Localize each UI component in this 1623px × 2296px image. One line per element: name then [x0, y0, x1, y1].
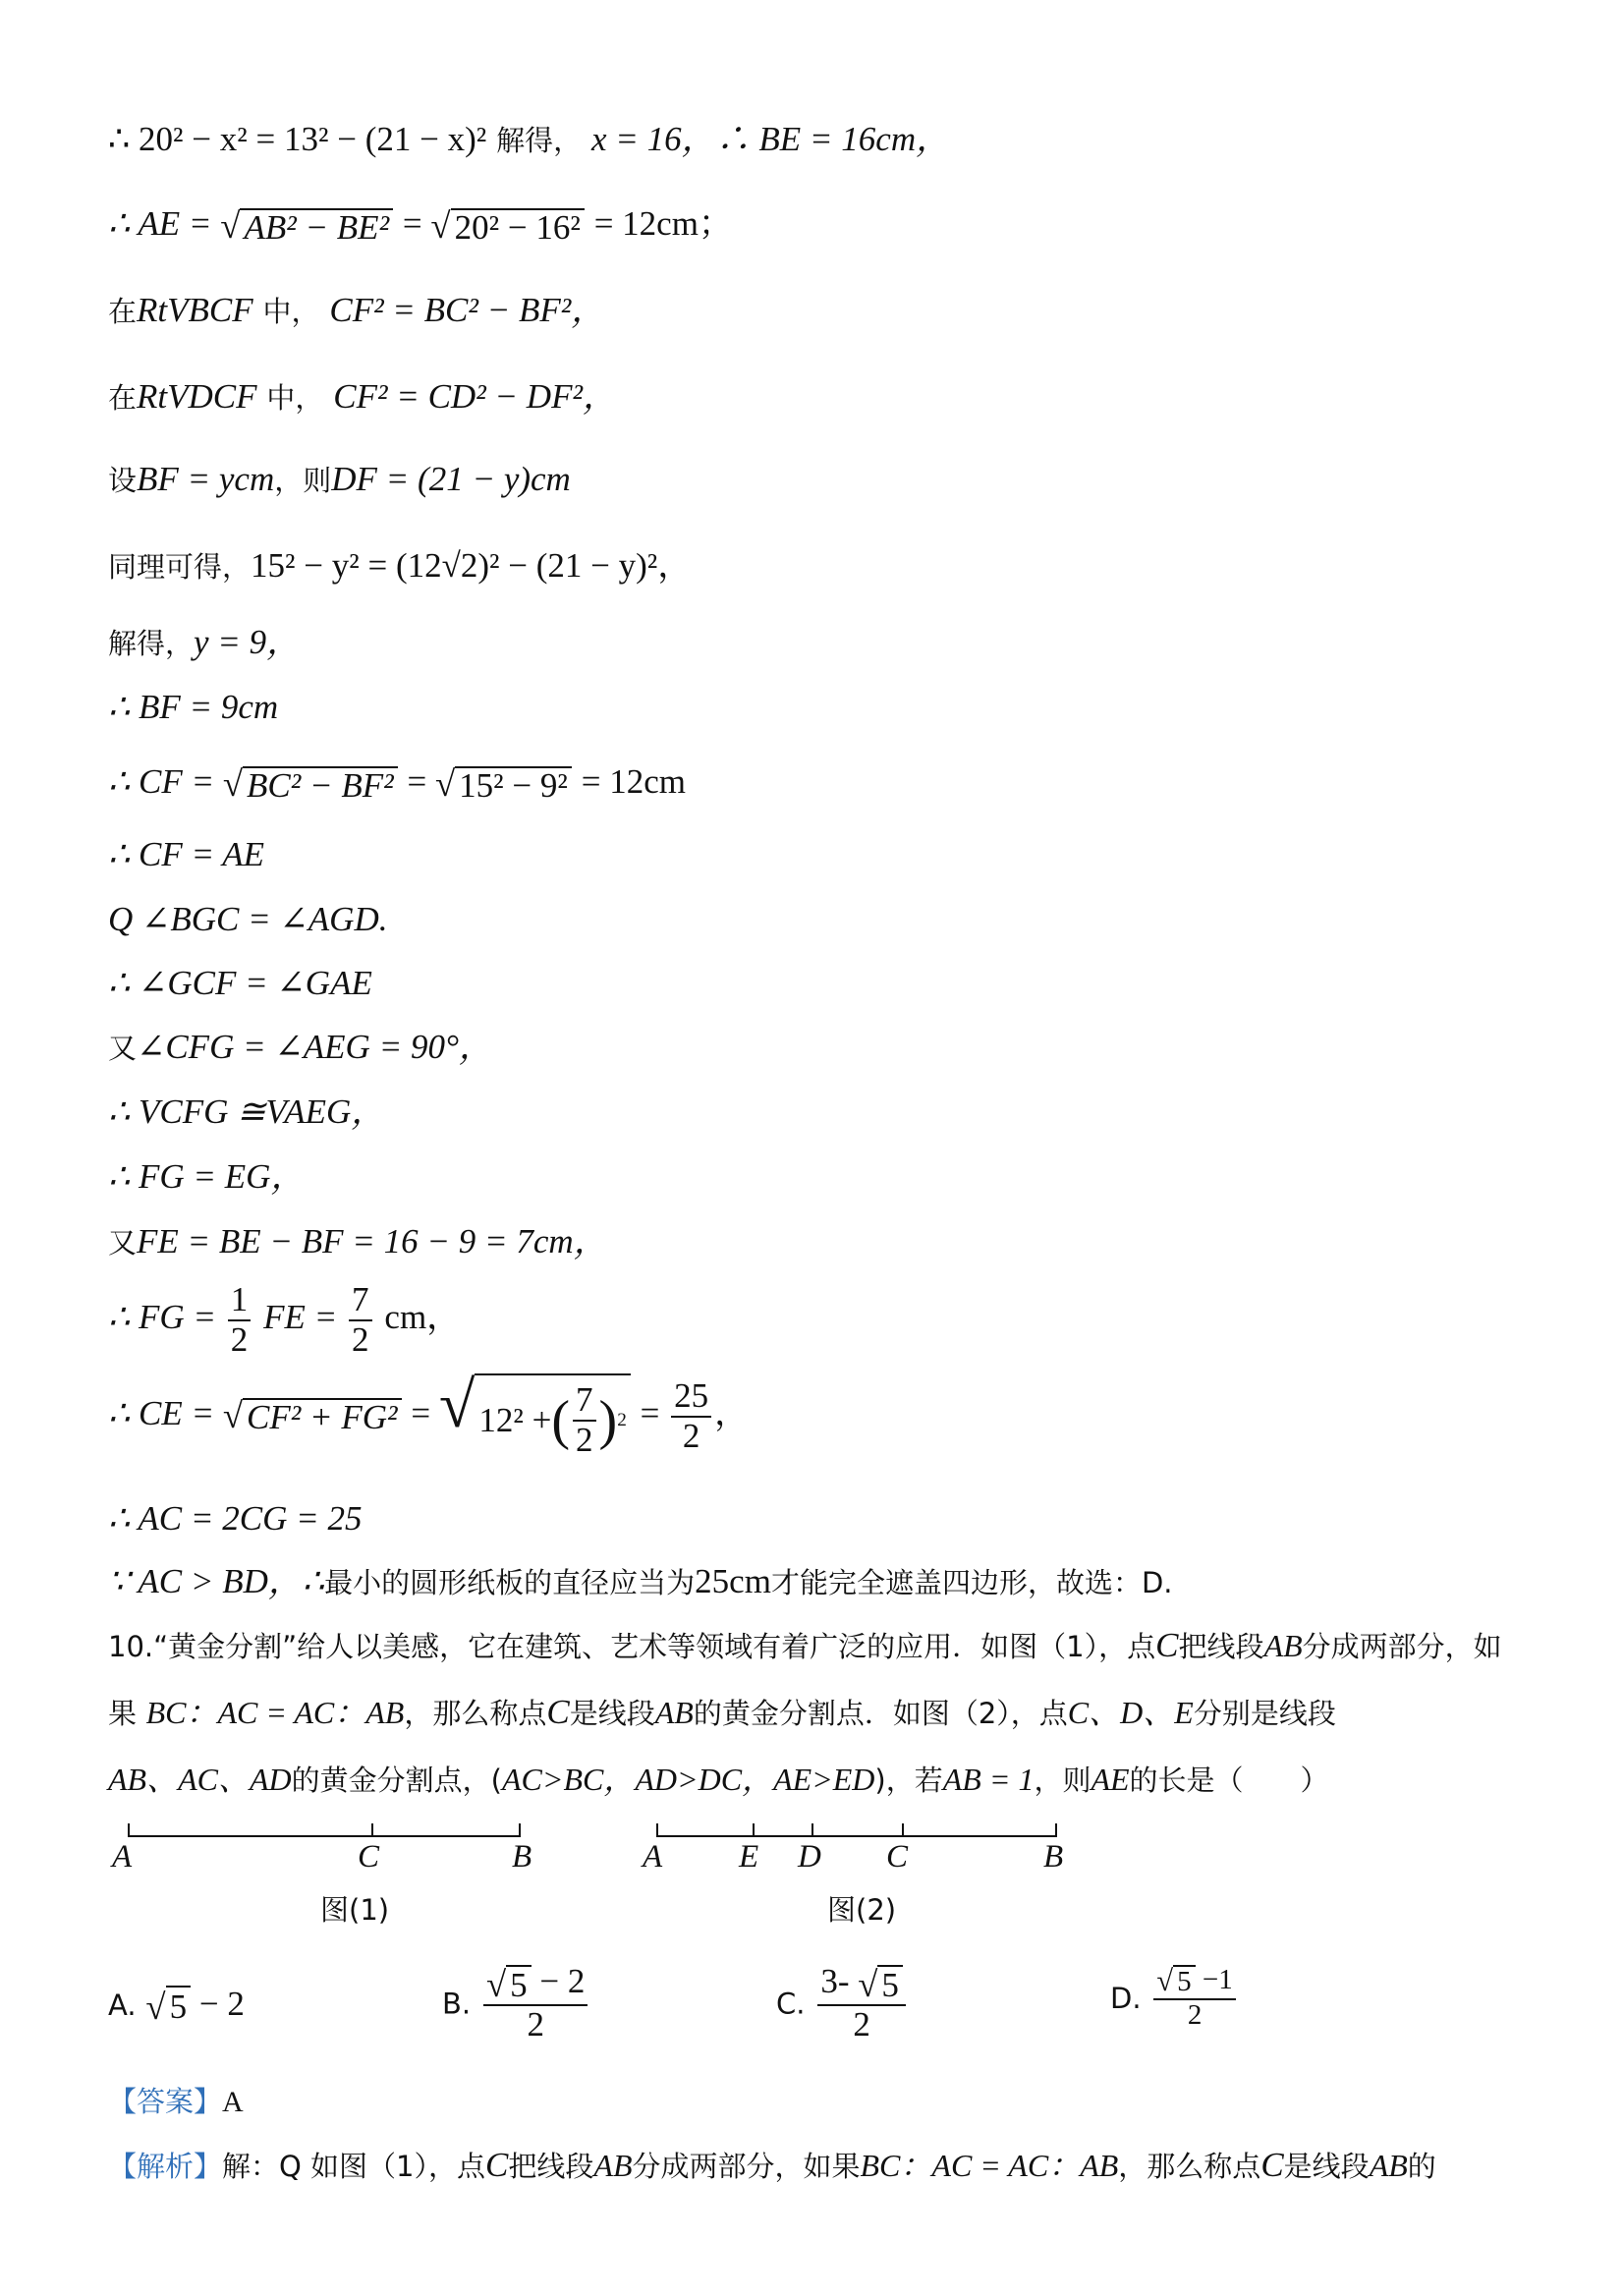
solution-line-16: 又FE = BE − BF = 16 − 9 = 7cm，	[108, 1222, 608, 1260]
fraction: 3- √ 5 2	[817, 1963, 906, 2044]
radical: √ 5	[145, 1986, 191, 2028]
fraction: $\frac{25}{2}$	[671, 1377, 711, 1455]
solution-line-6: 同理可得，15² − y² = (12√2)² − (21 − y)²，	[108, 546, 693, 585]
solution-line-2: ∴ AE = √ AB² − BE² = √ 20² − 16² = 12cm；	[108, 204, 733, 247]
analysis-tag: 【解析】	[108, 2150, 223, 2183]
radical: √ 15² − 9²	[435, 766, 572, 803]
label-a: A	[112, 1839, 133, 1875]
question-line-1: 10.“黄金分割”给人以美感，它在建筑、艺术等领域有着广泛的应用．如图（1），点C把线段AB分成两部分，如	[108, 1626, 1502, 1664]
tick-b	[1055, 1823, 1057, 1837]
tick-c	[902, 1823, 904, 1837]
label-b: B	[1043, 1839, 1064, 1875]
label-e: E	[739, 1839, 759, 1875]
option-d[interactable]: D. √ 5 −1 2	[1110, 1965, 1239, 2032]
solution-line-10: ∴ CF = AE	[108, 835, 264, 873]
label-c: C	[886, 1839, 909, 1875]
solution-line-5: 设BF = ycm，则DF = (21 − y)cm	[108, 460, 571, 498]
equation: 20² − x² = 13² − (21 − x)²	[139, 120, 487, 158]
segment-ab	[128, 1835, 521, 1837]
answer-value: A	[222, 2086, 244, 2118]
figure-caption: 图(1)	[320, 1893, 390, 1927]
radical: √ AB² − BE²	[220, 208, 393, 245]
solution-line-12: ∴ ∠GCF = ∠GAE	[108, 964, 372, 1002]
tick-d	[812, 1823, 813, 1837]
fraction: √ 5 − 2 2	[483, 1963, 588, 2044]
label-b: B	[512, 1839, 532, 1875]
solution-line-13: 又∠CFG = ∠AEG = 90°，	[108, 1028, 493, 1066]
solution-line-20: ∵ AC > BD，∴最小的圆形纸板的直径应当为25cm才能完全遮盖四边形，故选：D.	[108, 1562, 1173, 1600]
tick-b	[519, 1823, 521, 1837]
option-b[interactable]: B. √ 5 − 2 2	[442, 1963, 590, 2044]
radical: √ 20² − 16²	[430, 208, 584, 245]
question-line-2: 果 BC：AC = AC：AB，那么称点C是线段AB的黄金分割点．如图（2），点C、D、E分别是线段	[108, 1693, 1336, 1731]
radical: √ 12² + ( $\frac{7}{2}$ ) 2	[439, 1373, 631, 1459]
tick-a	[656, 1823, 658, 1837]
solution-line-3: 在RtVBCF 中， CF² = BC² − BF²，	[108, 291, 606, 329]
fraction: √ 5 −1 2	[1153, 1965, 1235, 2032]
solution-line-7: 解得，y = 9，	[108, 623, 302, 661]
analysis-line: 【解析】解：Q 如图（1），点C把线段AB分成两部分，如果BC：AC = AC：AB，那么称点C是线段AB的	[108, 2146, 1436, 2184]
question-10	[108, 1613, 1523, 1814]
solution-line-17: ∴ FG = $\frac{1}{2}$ FE = $\frac{7}{2}$ cm，	[108, 1280, 462, 1359]
solution-line-14: ∴ VCFG ≅VAEG，	[108, 1092, 386, 1131]
radical: √ BC² − BF²	[223, 766, 398, 803]
solution-line-19: ∴ AC = 2CG = 25	[108, 1499, 363, 1538]
tick-a	[128, 1823, 130, 1837]
solution-line-8: ∴ BF = 9cm	[108, 688, 279, 726]
figure-caption: 图(2)	[827, 1893, 897, 1927]
label-c: C	[358, 1839, 380, 1875]
segment-ab	[656, 1835, 1057, 1837]
question-line-3: AB、AC、AD的黄金分割点，(AC>BC，AD>DC，AE>ED)，若AB = 1，则AE的长是（ ）	[108, 1762, 1329, 1797]
tick-e	[753, 1823, 755, 1837]
fraction: $\frac{7}{2}$	[349, 1281, 372, 1359]
solution-line-9: ∴ CF = √ BC² − BF² = √ 15² − 9² = 12cm	[108, 762, 687, 805]
fraction: $\frac{1}{2}$	[228, 1281, 252, 1359]
solution-line-1: ∴ 20² − x² = 13² − (21 − x)² 解得， x = 16，∴ BE = 16cm，	[108, 120, 951, 158]
solution-line-18: ∴ CE = √ CF² + FG² = √ 12² + ( $\frac{7}{2}$ ) 2 = $\frac{25}{2}$ ，	[108, 1370, 750, 1459]
answer-tag: 【答案】	[108, 2085, 223, 2118]
answer-line	[108, 2087, 244, 2117]
option-a[interactable]: A. √ 5 − 2	[108, 1985, 245, 2027]
option-c[interactable]: C. 3- √ 5 2	[776, 1963, 909, 2044]
tick-c	[371, 1823, 373, 1837]
label-a: A	[643, 1839, 663, 1875]
label-d: D	[798, 1839, 821, 1875]
solution-line-15: ∴ FG = EG，	[108, 1157, 306, 1196]
solution-line-4: 在RtVDCF 中， CF² = CD² − DF²，	[108, 377, 617, 416]
solution-line-11: Q ∠BGC = ∠AGD.	[108, 900, 388, 938]
radical: √ CF² + FG²	[223, 1398, 402, 1434]
